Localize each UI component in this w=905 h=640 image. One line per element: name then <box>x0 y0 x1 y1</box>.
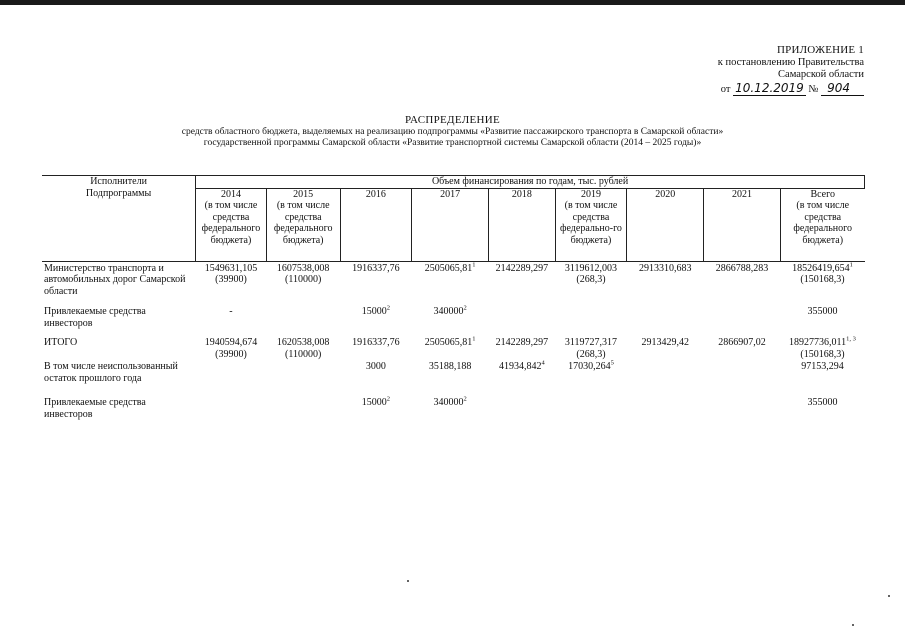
scan-speck <box>888 595 890 597</box>
cell-value: 340000$^2$ <box>433 395 467 408</box>
cell-value: 18927736,011$^{1, 3}$ <box>789 335 856 348</box>
value-cell <box>555 395 627 420</box>
value-cell <box>266 329 340 361</box>
value-cell <box>704 395 781 420</box>
value-cell <box>780 329 864 361</box>
footnote-marker: 1, 3 <box>846 335 856 343</box>
cell-value: 2505065,81$^1$ <box>424 261 476 274</box>
value-cell <box>627 261 704 297</box>
year-header: 2016 <box>340 188 412 261</box>
value-cell <box>412 261 489 297</box>
federal-share: (110000) <box>285 348 322 360</box>
funding-table <box>42 175 865 420</box>
value-cell <box>412 361 489 395</box>
footnote-marker: 1 <box>849 261 853 269</box>
cell-value: 3119612,003 <box>564 262 618 274</box>
year-header: 2018 <box>489 188 556 261</box>
value-cell <box>489 261 556 297</box>
footnote-marker: 4 <box>541 359 545 367</box>
cell-value: 17030,264$^5$ <box>568 359 614 372</box>
value-cell <box>196 297 267 329</box>
row-total <box>42 329 865 361</box>
document-title: РАСПРЕДЕЛЕНИЕ <box>405 114 500 126</box>
cell-value: 41934,842$^4$ <box>498 359 545 372</box>
value-cell <box>196 361 267 395</box>
value-cell <box>704 329 781 361</box>
row-label: ИТОГО <box>44 337 78 348</box>
value-cell <box>489 395 556 420</box>
value-cell <box>196 329 267 361</box>
row-investors-2 <box>42 395 865 420</box>
document-subtitle-line2: государственной программы Самарской области «Развитие транспортной системы Самарской области (2014 – 2025 годы)» <box>203 138 702 148</box>
value-cell <box>704 297 781 329</box>
cell-value: 2142289,297 <box>495 262 549 274</box>
top-border <box>0 0 905 5</box>
row-label: Министерство транспорта и автомобильных дорог Самарской области <box>44 262 186 297</box>
value-cell <box>266 361 340 395</box>
value-cell <box>627 361 704 395</box>
header-funding: Объем финансирования по годам, тыс. рублей <box>196 176 865 189</box>
cell-value: 1549631,105 <box>204 262 258 274</box>
value-cell <box>555 297 627 329</box>
value-cell <box>489 297 556 329</box>
row-label: Привлекаемые средства инвесторов <box>44 306 146 329</box>
cell-value: 15000$^2$ <box>361 304 391 317</box>
federal-share: (39900) <box>215 348 247 360</box>
appendix-line-region: Самарской области <box>778 69 864 80</box>
header-executors: Исполнители <box>90 176 147 187</box>
row-label: В том числе неиспользованный остаток прошлого года <box>44 361 178 384</box>
value-cell <box>627 329 704 361</box>
year-header: 2020 <box>627 188 704 261</box>
footnote-marker: 1 <box>472 261 476 269</box>
value-cell <box>627 297 704 329</box>
footnote-marker: 2 <box>386 395 391 403</box>
cell-value: 2913429,42 <box>641 337 689 348</box>
cell-value: 18526419,654$^1$ <box>792 261 853 274</box>
row-unused-balance <box>42 361 865 395</box>
document-subtitle-line1: средств областного бюджета, выделяемых на реализацию подпрограммы «Развитие пассажирского транспорта в Самарской области» <box>181 127 724 137</box>
cell-value: 2866907,02 <box>718 337 766 348</box>
header-executors-cell <box>42 176 196 262</box>
appendix-date-line <box>654 82 864 97</box>
value-cell <box>412 395 489 420</box>
value-cell <box>704 361 781 395</box>
cell-value: 355000 <box>807 306 838 317</box>
value-cell <box>340 395 412 420</box>
cell-value: 340000$^2$ <box>433 304 467 317</box>
total-header: Всего (в том числе средства федерального бюджета) <box>780 188 864 261</box>
cell-value: - <box>229 306 233 317</box>
value-cell <box>780 297 864 329</box>
cell-value: 35188,188 <box>428 361 472 372</box>
cell-value: 1940594,674 <box>204 337 258 348</box>
appendix-heading: ПРИЛОЖЕНИЕ 1 <box>777 44 864 56</box>
value-cell <box>489 361 556 395</box>
federal-share: (268,3) <box>576 348 606 360</box>
handwritten-date: 10.12.2019 <box>735 80 804 95</box>
value-cell <box>780 395 864 420</box>
cell-value: 3000 <box>365 361 386 372</box>
value-cell <box>196 395 267 420</box>
year-header: 2017 <box>412 188 489 261</box>
value-cell <box>340 329 412 361</box>
scan-speck <box>407 580 409 582</box>
number-prefix: № <box>808 83 819 95</box>
federal-share: (268,3) <box>576 274 606 285</box>
value-cell <box>627 395 704 420</box>
value-cell <box>340 261 412 297</box>
cell-value: 15000$^2$ <box>361 395 391 408</box>
cell-value: 2505065,81$^1$ <box>424 335 476 348</box>
value-cell <box>266 297 340 329</box>
cell-value: 355000 <box>807 397 838 408</box>
federal-share: (150168,3) <box>800 274 845 285</box>
cell-value: 1607538,008 <box>276 262 330 274</box>
footnote-marker: 2 <box>463 304 467 312</box>
row-investors <box>42 297 865 329</box>
value-cell <box>780 361 864 395</box>
value-cell <box>196 261 267 297</box>
year-header: 2015 (в том числе средства федерального бюджета) <box>266 188 340 261</box>
footnote-marker: 1 <box>472 335 476 343</box>
value-cell <box>780 261 864 297</box>
federal-share: (150168,3) <box>800 348 845 360</box>
footnote-marker: 5 <box>610 359 614 367</box>
date-prefix: от <box>720 83 731 95</box>
cell-value: 2913310,683 <box>638 262 692 274</box>
appendix-line-resolution: к постановлению Правительства <box>717 56 864 68</box>
table-body <box>42 261 865 420</box>
year-header: 2014 (в том числе средства федерального бюджета) <box>196 188 267 261</box>
federal-share: (39900) <box>215 274 247 285</box>
footnote-marker: 2 <box>386 304 391 312</box>
value-cell <box>266 395 340 420</box>
year-header: 2021 <box>704 188 781 261</box>
row-ministry <box>42 261 865 297</box>
value-cell <box>704 261 781 297</box>
value-cell <box>340 297 412 329</box>
cell-value: 1620538,008 <box>276 337 330 348</box>
value-cell <box>266 261 340 297</box>
value-cell <box>555 261 627 297</box>
header-row-top <box>42 176 865 189</box>
value-cell <box>555 329 627 361</box>
cell-value: 1916337,76 <box>352 337 400 348</box>
federal-share: (110000) <box>285 274 322 285</box>
cell-value: 2866788,283 <box>715 262 769 274</box>
cell-value: 1916337,76 <box>352 262 400 274</box>
value-cell <box>412 329 489 361</box>
row-label: Привлекаемые средства инвесторов <box>44 397 146 420</box>
cell-value: 2142289,297 <box>495 337 549 348</box>
footnote-marker: 2 <box>463 395 467 403</box>
cell-value: 3119727,317 <box>564 337 618 348</box>
handwritten-number: 904 <box>821 81 864 96</box>
scan-speck <box>852 624 854 626</box>
value-cell <box>489 329 556 361</box>
appendix-block <box>654 44 864 96</box>
year-header: 2019 (в том числе средства федерально-го бюджета) <box>555 188 627 261</box>
value-cell <box>340 361 412 395</box>
header-subprograms: Подпрограммы <box>85 187 152 199</box>
value-cell <box>412 297 489 329</box>
cell-value: 97153,294 <box>801 361 844 372</box>
value-cell <box>555 361 627 395</box>
